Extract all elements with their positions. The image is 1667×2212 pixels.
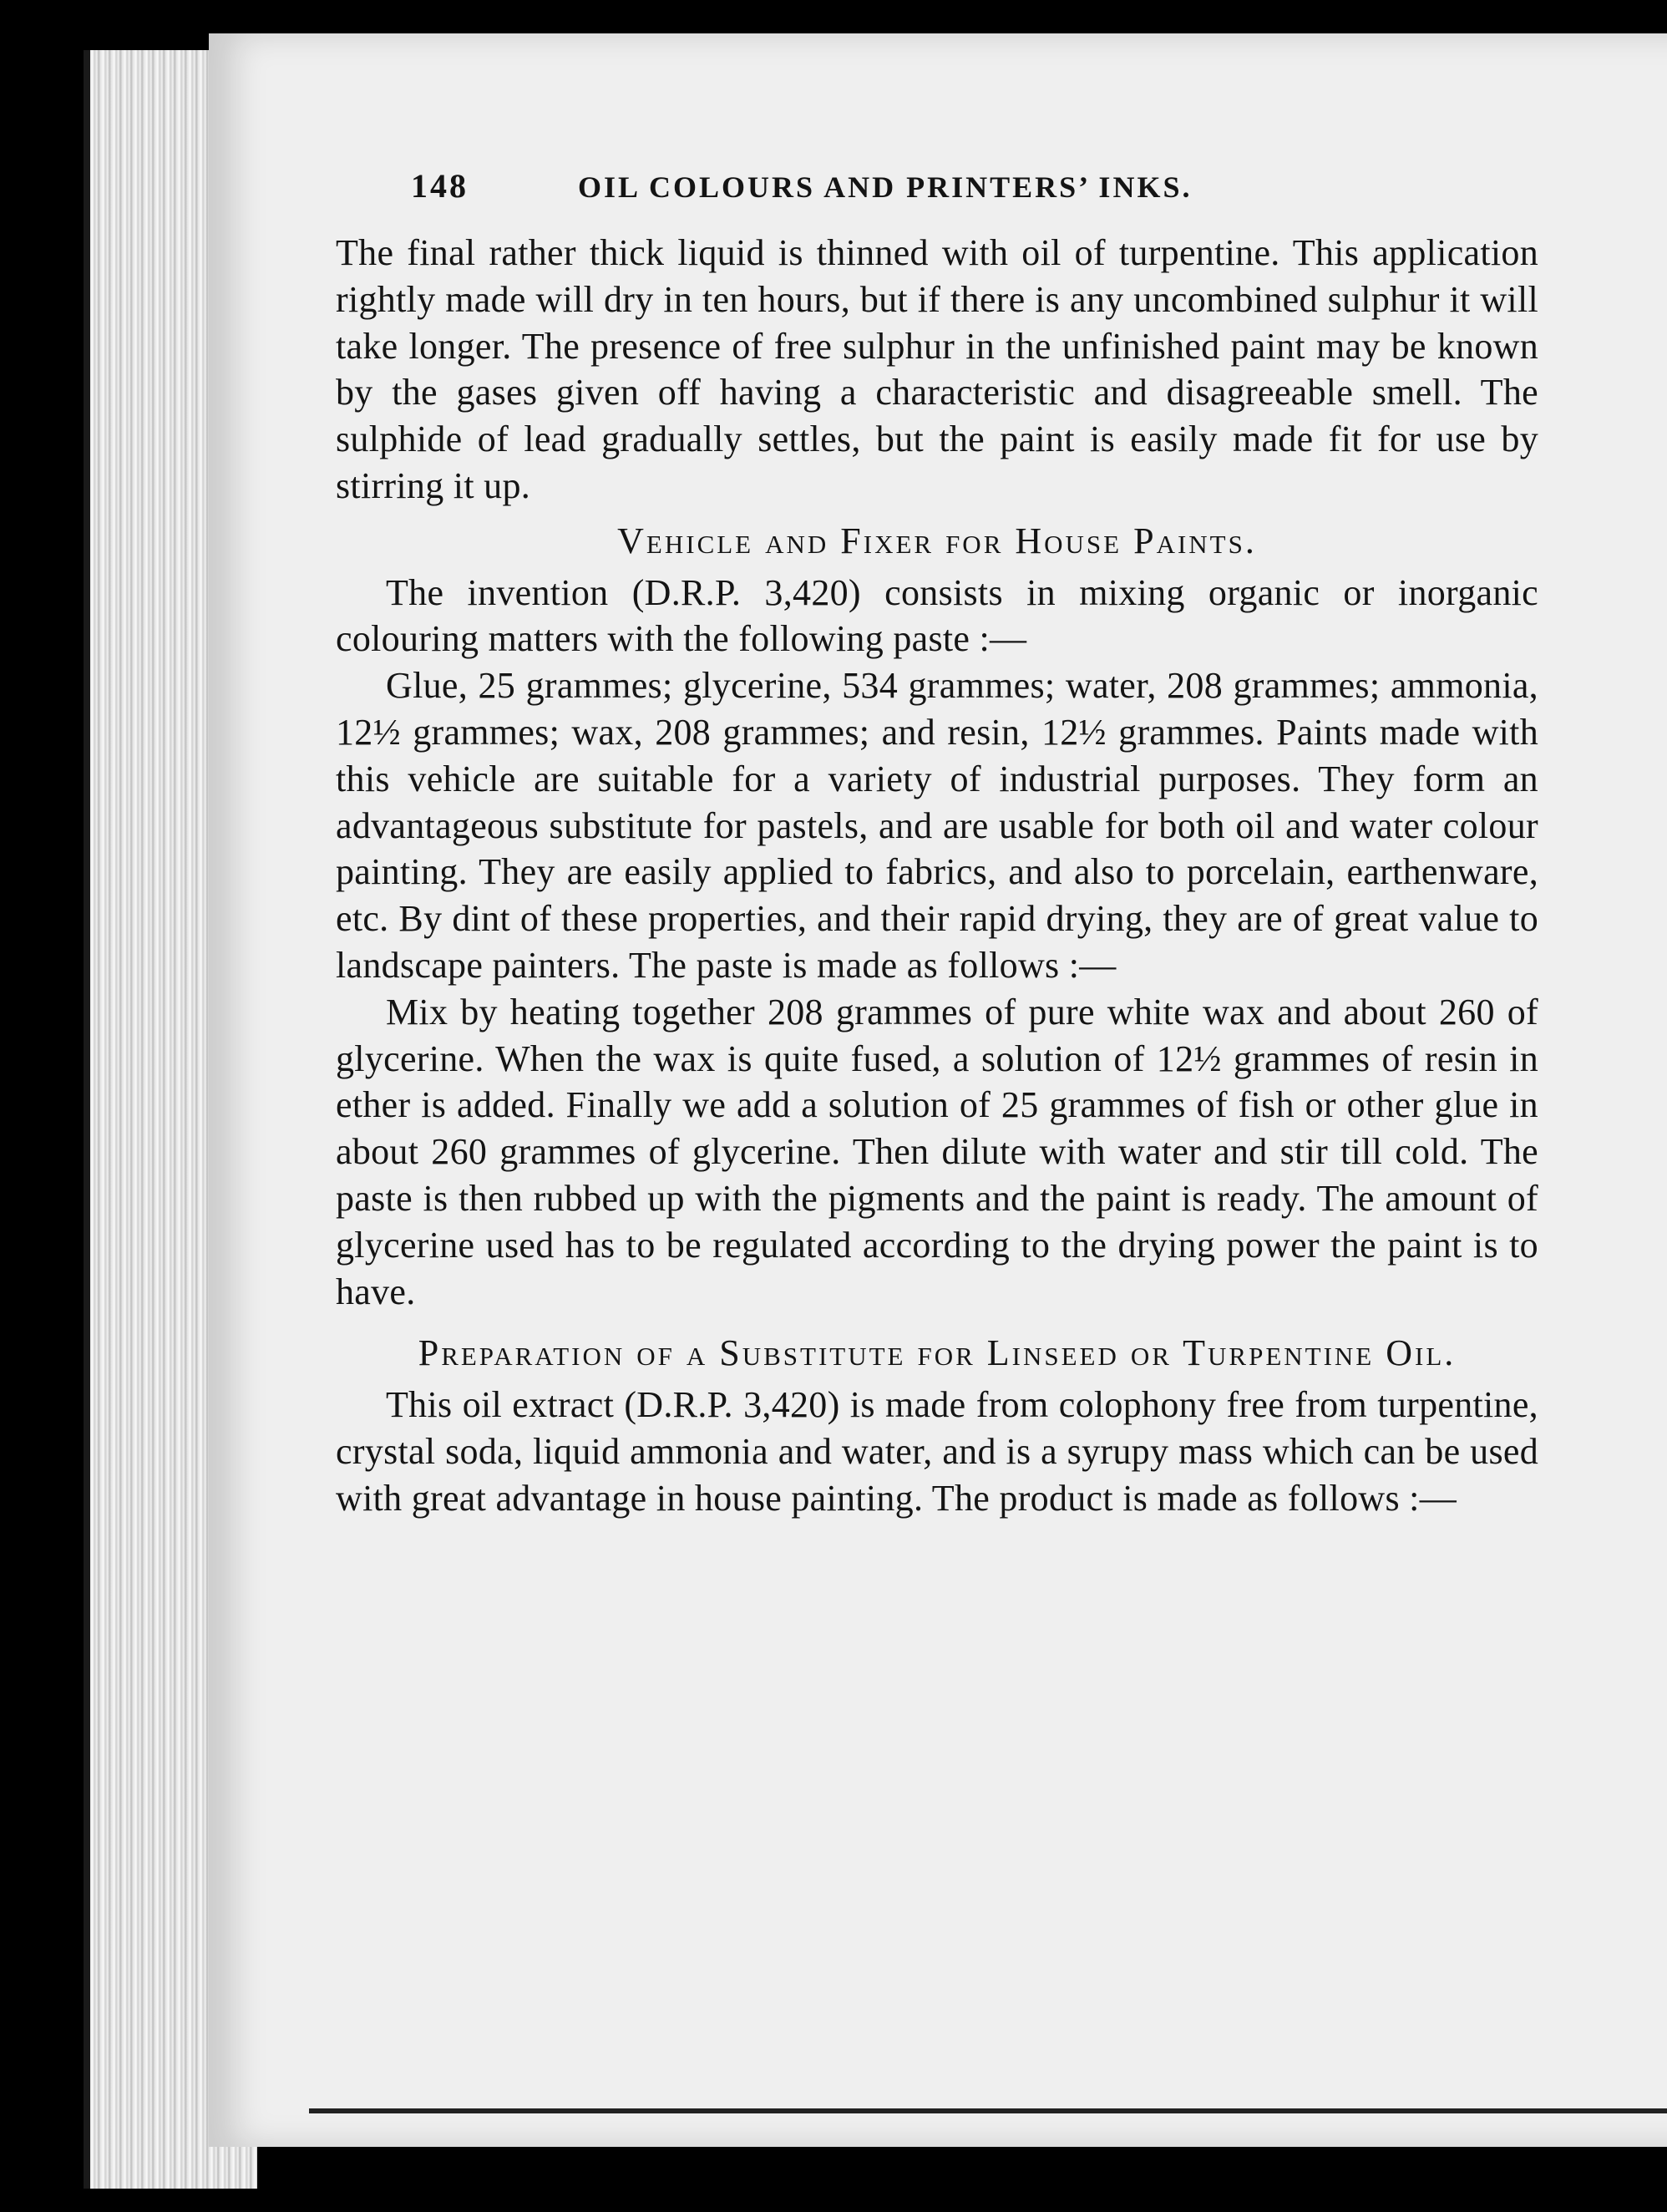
- section-heading-substitute-oil: Preparation of a Substitute for Linseed or Turpentine Oil.: [418, 1332, 1457, 1374]
- bottom-rule: [309, 2108, 1667, 2113]
- section-heading-vehicle-fixer: Vehicle and Fixer for House Paints.: [617, 520, 1257, 561]
- running-title: OIL COLOURS AND PRINTERS’ INKS.: [578, 170, 1193, 204]
- paragraph-ingredients: Glue, 25 grammes; glycerine, 534 grammes; water, 208 grammes; ammonia, 12½ grammes; wax, 208 grammes; and resin, 12½ grammes. Paints made with this vehicle are suitable for a variety of industrial purposes. They form an advantageous substitute for pastels, and are usable for both oil and water colour painting. They are easily applied to fabrics, and also to porcelain, earthenware, etc. By dint of these properties, and their rapid drying, they are of great value to landscape painters. The paste is made as follows :—: [336, 665, 1538, 986]
- paragraph-oil-extract: This oil extract (D.R.P. 3,420) is made from colophony free from turpentine, crystal soda, liquid ammonia and water, and is a syrupy mass which can be used with great advantage in house painting. The product is made as follows :—: [336, 1384, 1538, 1519]
- running-head: [336, 163, 1538, 230]
- paragraph-invention: The invention (D.R.P. 3,420) consists in mixing organic or inorganic colouring matters with the following paste :—: [336, 571, 1538, 660]
- paragraph-method: Mix by heating together 208 grammes of pure white wax and about 260 of glycerine. When the wax is quite fused, a solution of 12½ grammes of resin in ether is added. Finally we add a solution of 25 grammes of fish or other glue in about 260 grammes of glycerine. Then dilute with water and stir till cold. The paste is then rubbed up with the pigments and the paint is ready. The amount of glycerine used has to be regulated according to the drying power the paint is to have.: [336, 991, 1538, 1312]
- page-number: 148: [411, 167, 469, 205]
- paragraph-turpentine: The final rather thick liquid is thinned with oil of turpentine. This application rightly made will dry in ten hours, but if there is any uncombined sulphur it will take longer. The presence of free sulphur in the unfinished paint may be known by the gases given off having a characteristic and disagreeable smell. The sulphide of lead gradually settles, but the paint is easily made fit for use by stirring it up.: [336, 232, 1538, 506]
- page-content: [336, 163, 1538, 1522]
